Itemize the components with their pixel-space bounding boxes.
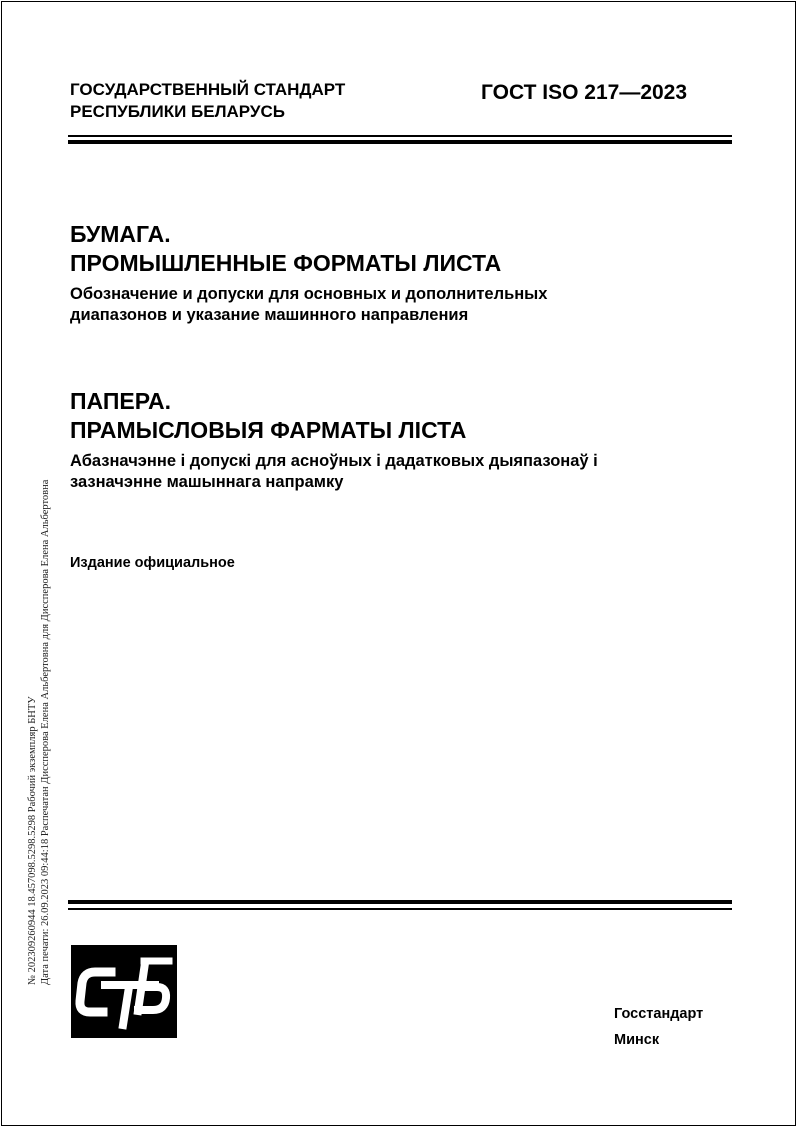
russian-subtitle-line-2: диапазонов и указание машинного направления — [70, 306, 469, 324]
russian-title-line-2: ПРОМЫШЛЕННЫЕ ФОРМАТЫ ЛИСТА — [70, 250, 502, 276]
edition-label: Издание официальное — [70, 555, 235, 571]
standard-type-line-2: РЕСПУБЛИКИ БЕЛАРУСЬ — [70, 102, 285, 121]
standard-type — [70, 79, 345, 123]
russian-title-line-1: БУМАГА. — [70, 221, 171, 247]
belarusian-title-line-1: ПАПЕРА. — [70, 388, 172, 414]
belarusian-title-block — [70, 387, 710, 493]
side-stamp-line-2: Дата печати: 26.09.2023 09:44:18 Распечатан Диссперова Елена Альбертовна для Диссперова Елена Альбертовна — [40, 479, 51, 985]
side-stamp — [26, 480, 52, 985]
publisher — [614, 1001, 703, 1053]
belarusian-title-line-2: ПРАМЫСЛОВЫЯ ФАРМАТЫ ЛІСТА — [70, 417, 467, 443]
footer-rule-thin — [68, 908, 732, 910]
belarusian-subtitle-line-1: Абазначэнне і допускі для асноўных і дадатковых дыяпазонаў і — [70, 452, 598, 470]
publisher-city: Минск — [614, 1032, 660, 1048]
russian-title-block — [70, 220, 710, 326]
side-stamp-line-1: № 202309260944 18.457098.5298.5298 Рабочий экземпляр БНТУ — [27, 696, 38, 985]
belarusian-subtitle-line-2: зазначэнне машыннага напрамку — [70, 473, 344, 491]
header-rule-thin — [68, 135, 732, 137]
stb-logo-icon — [71, 945, 177, 1038]
footer-rule-thick — [68, 900, 732, 904]
russian-subtitle-line-1: Обозначение и допуски для основных и дополнительных — [70, 285, 548, 303]
header-rule-thick — [68, 140, 732, 144]
stb-logo — [71, 945, 177, 1038]
publisher-name: Госстандарт — [614, 1006, 704, 1022]
standard-designation: ГОСТ ISO 217—2023 — [481, 81, 688, 104]
standard-type-line-1: ГОСУДАРСТВЕННЫЙ СТАНДАРТ — [70, 80, 346, 99]
